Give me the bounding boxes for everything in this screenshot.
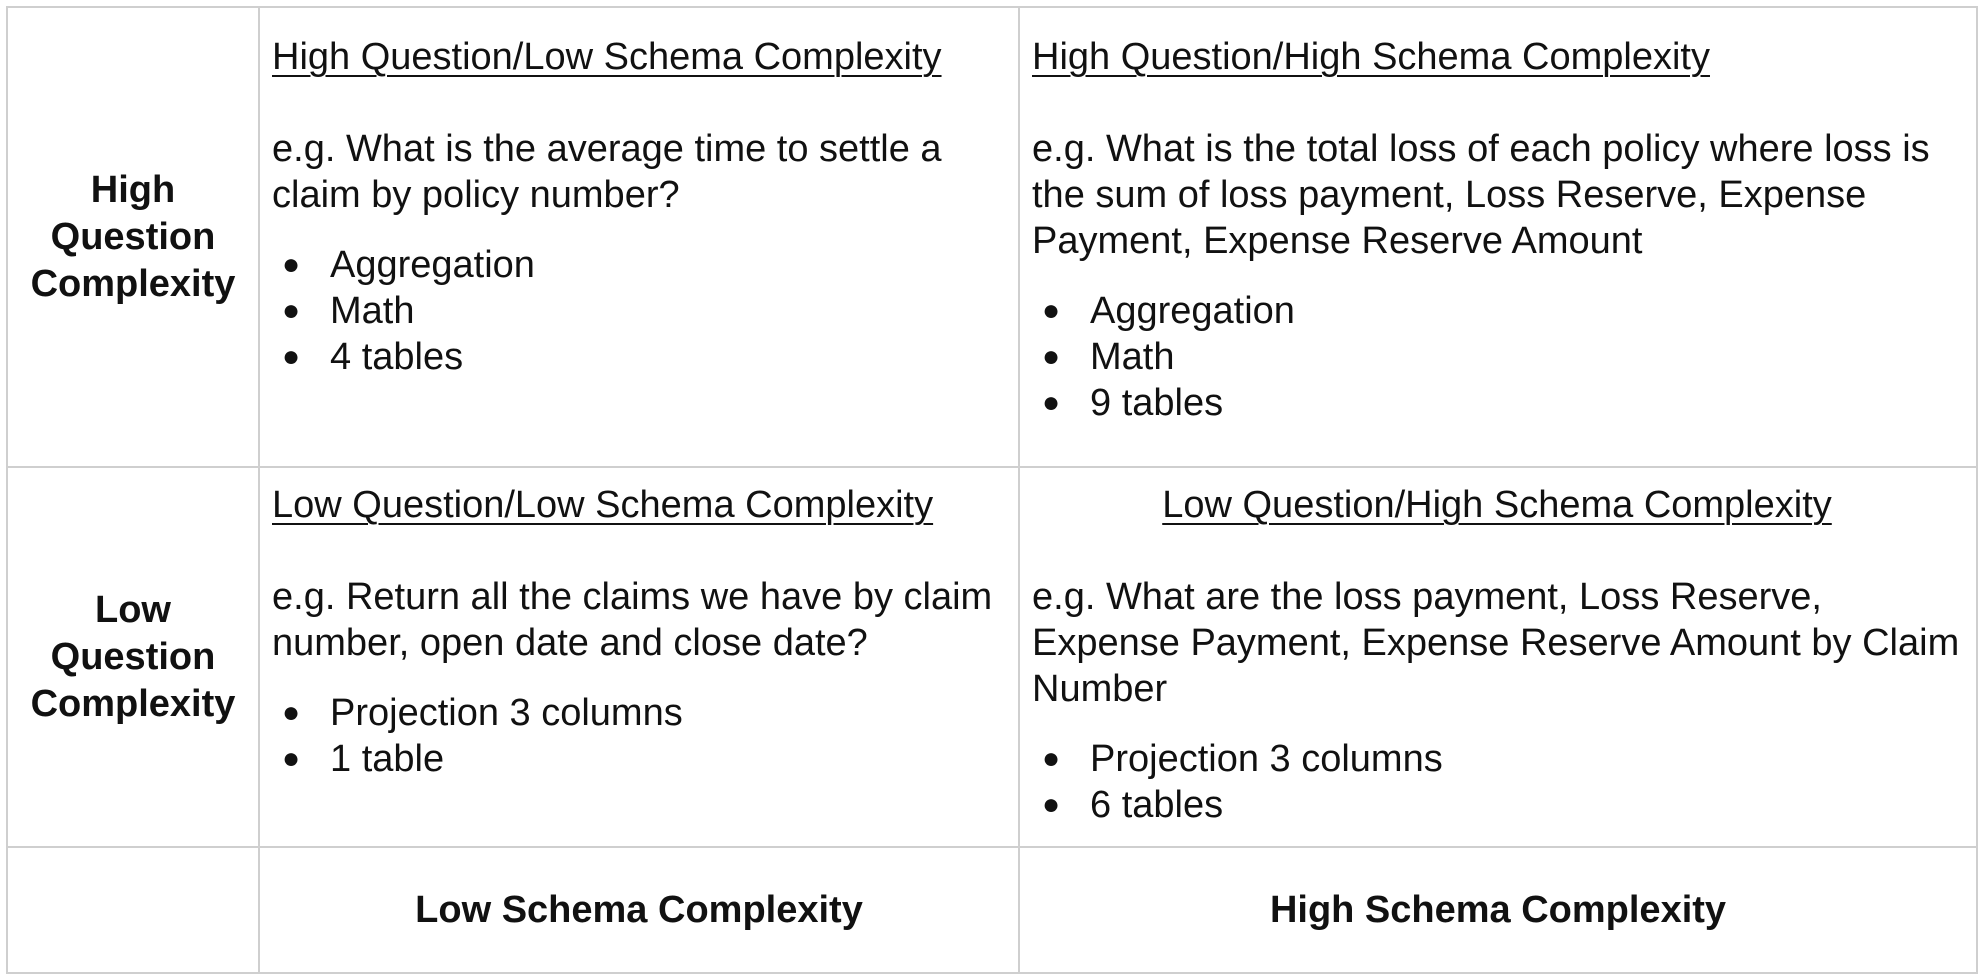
bullet-icon: ● (1042, 742, 1061, 775)
cell-high-question-high-schema (1019, 7, 1977, 467)
matrix-row-high-question (7, 7, 1977, 467)
cell-bullet-list (272, 690, 1004, 782)
cell-example: e.g. What is the total loss of each policy where loss is the sum of loss payment, Loss Reserve, Expense Payment, Expense Reserve Amount (1032, 128, 1930, 262)
cell-example: e.g. What is the average time to settle a claim by policy number? (272, 128, 942, 216)
corner-cell (7, 847, 259, 973)
list-item-text: 4 tables (330, 336, 464, 378)
matrix-row-column-headers (7, 847, 1977, 973)
bullet-icon: ● (1042, 386, 1061, 419)
row-header-low-question (7, 467, 259, 847)
complexity-matrix (6, 6, 1978, 974)
list-item-text: Math (330, 290, 415, 332)
list-item (272, 334, 1004, 380)
row-header-line: High (90, 168, 176, 211)
bullet-icon: ● (1042, 340, 1061, 373)
row-header-line: Question (50, 215, 216, 258)
bullet-icon: ● (282, 248, 301, 281)
list-item (1032, 288, 1962, 334)
bullet-icon: ● (282, 696, 301, 729)
matrix-row-low-question (7, 467, 1977, 847)
list-item (1032, 736, 1962, 782)
list-item (272, 288, 1004, 334)
list-item (272, 736, 1004, 782)
cell-bullet-list (1032, 288, 1962, 426)
list-item-text: Aggregation (1090, 290, 1295, 332)
bullet-icon: ● (1042, 294, 1061, 327)
cell-example: e.g. Return all the claims we have by claim number, open date and close date? (272, 576, 993, 664)
list-item-text: Projection 3 columns (1090, 738, 1443, 780)
row-header-line: Question (50, 635, 216, 678)
list-item (272, 690, 1004, 736)
column-header-low-schema: Low Schema Complexity (259, 847, 1019, 973)
list-item (1032, 380, 1962, 426)
bullet-icon: ● (282, 294, 301, 327)
cell-title: Low Question/High Schema Complexity (1162, 484, 1832, 526)
list-item (272, 242, 1004, 288)
bullet-icon: ● (282, 742, 301, 775)
list-item-text: 1 table (330, 738, 445, 780)
bullet-icon: ● (1042, 788, 1061, 821)
row-header-line: Complexity (30, 682, 236, 725)
list-item-text: Projection 3 columns (330, 692, 683, 734)
cell-low-question-low-schema (259, 467, 1019, 847)
cell-title: High Question/Low Schema Complexity (272, 36, 942, 78)
cell-title: Low Question/Low Schema Complexity (272, 484, 934, 526)
row-header-line: Low (95, 588, 171, 631)
list-item-text: 9 tables (1090, 382, 1224, 424)
row-header-high-question (7, 7, 259, 467)
column-header-high-schema: High Schema Complexity (1019, 847, 1977, 973)
cell-low-question-high-schema (1019, 467, 1977, 847)
list-item-text: Aggregation (330, 244, 535, 286)
cell-example: e.g. What are the loss payment, Loss Reserve, Expense Payment, Expense Reserve Amount by Claim Number (1032, 576, 1960, 710)
row-header-line: Complexity (30, 262, 236, 305)
list-item (1032, 782, 1962, 828)
cell-bullet-list (1032, 736, 1962, 828)
list-item-text: Math (1090, 336, 1175, 378)
cell-bullet-list (272, 242, 1004, 380)
cell-title: High Question/High Schema Complexity (1032, 36, 1710, 78)
list-item-text: 6 tables (1090, 784, 1224, 826)
list-item (1032, 334, 1962, 380)
cell-high-question-low-schema (259, 7, 1019, 467)
bullet-icon: ● (282, 340, 301, 373)
